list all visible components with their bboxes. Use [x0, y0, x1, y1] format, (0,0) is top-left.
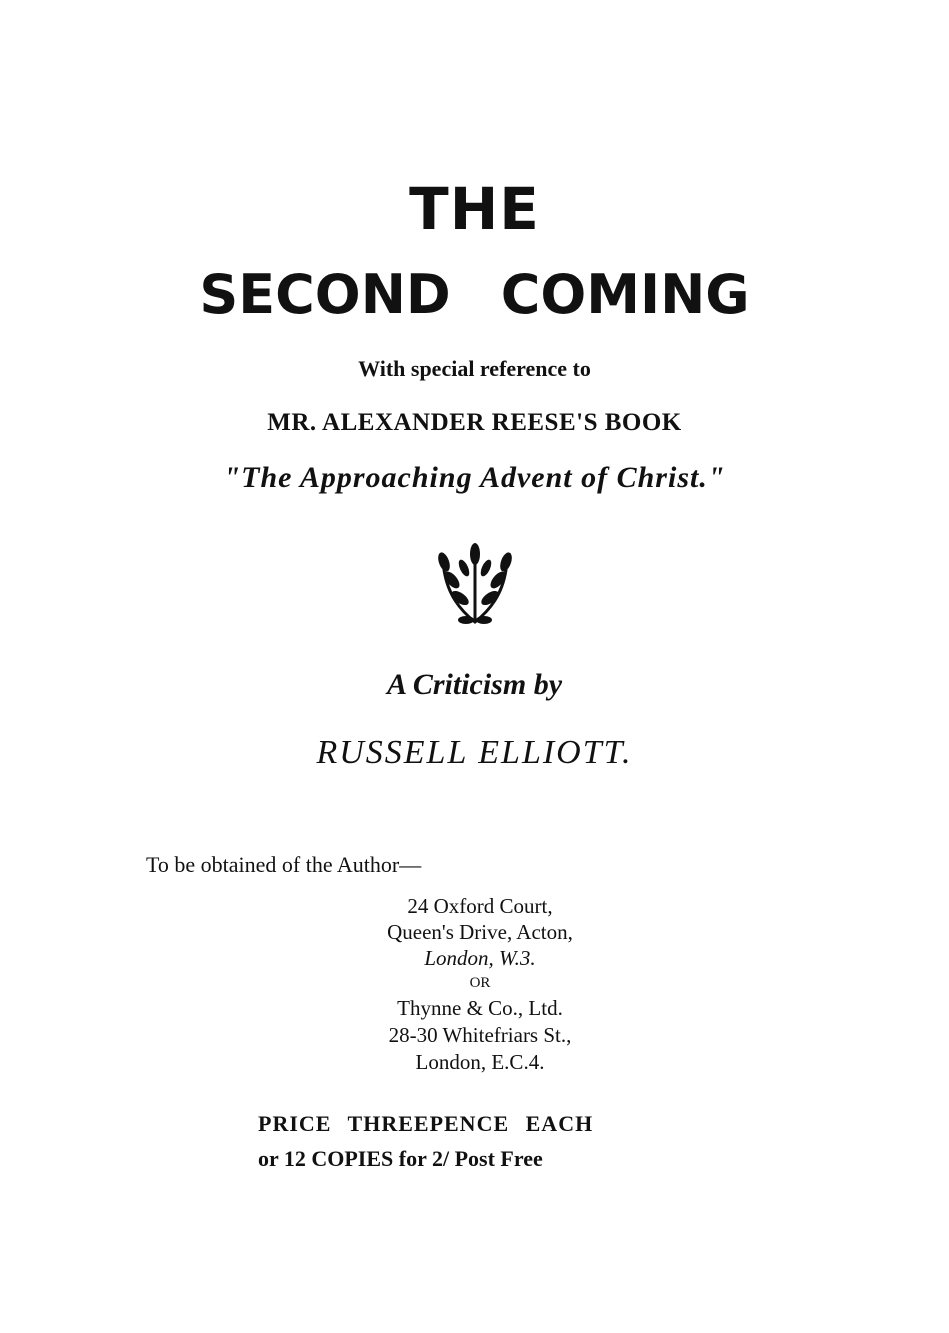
address-line: London, E.C.4. [415, 1050, 545, 1074]
address-line: 28-30 Whitefriars St., [388, 1023, 572, 1047]
title-second: SECOND [199, 263, 451, 326]
criticism-line: A Criticism by [386, 668, 563, 701]
address-line: London, W.3. [424, 946, 536, 970]
subtitle-book-title: "The Approaching Advent of Christ." [223, 461, 726, 494]
address-line: Thynne & Co., Ltd. [397, 996, 563, 1020]
title-coming: COMING [500, 263, 750, 326]
obtain-intro: To be obtained of the Author— [146, 852, 422, 877]
title-the: THE [409, 175, 540, 243]
address-line: 24 Oxford Court, [407, 894, 553, 918]
address-line: Queen's Drive, Acton, [387, 920, 573, 944]
subtitle-book-author: MR. ALEXANDER REESE'S BOOK [267, 409, 682, 436]
address-or: OR [469, 975, 491, 991]
title-second-coming [0, 263, 949, 326]
price-line: PRICE THREEPENCE EACH [258, 1111, 594, 1136]
copies-price-line: or 12 COPIES for 2/ Post Free [258, 1146, 543, 1171]
laurel-wreath-icon [430, 540, 520, 630]
author-name: RUSSELL ELLIOTT. [316, 734, 633, 771]
subtitle-reference: With special reference to [358, 356, 591, 381]
